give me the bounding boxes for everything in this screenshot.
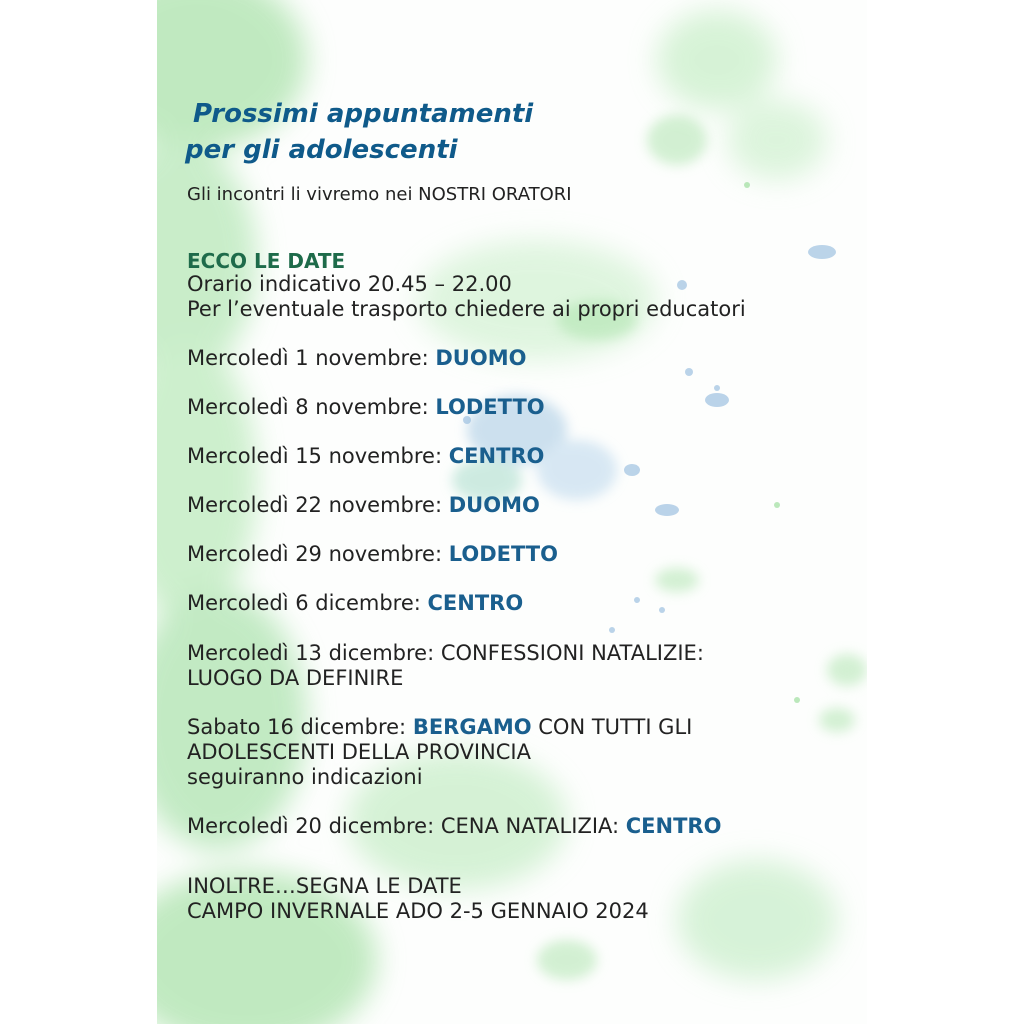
dinner-line xyxy=(187,814,721,839)
dinner-location: CENTRO xyxy=(625,814,722,838)
appointment-date: Mercoledì 8 novembre: xyxy=(187,395,436,419)
appointment-row xyxy=(187,591,523,616)
appointment-location: DUOMO xyxy=(435,346,527,370)
confessions-line-1: Mercoledì 13 dicembre: CONFESSIONI NATALIZIE: xyxy=(187,641,704,665)
bergamo-line-2: ADOLESCENTI DELLA PROVINCIA xyxy=(187,740,531,764)
schedule-text: Orario indicativo 20.45 – 22.00 xyxy=(187,272,512,296)
footer-line-2: CAMPO INVERNALE ADO 2-5 GENNAIO 2024 xyxy=(187,899,649,923)
poster-content xyxy=(157,0,867,1024)
confessions-line-2: LUOGO DA DEFINIRE xyxy=(187,666,404,690)
subtitle: Gli incontri li vivremo nei NOSTRI ORATORI xyxy=(187,184,572,205)
appointment-date: Mercoledì 6 dicembre: xyxy=(187,591,428,615)
appointment-row xyxy=(187,395,545,420)
bergamo-rest: CON TUTTI GLI xyxy=(531,715,693,739)
appointment-location: CENTRO xyxy=(448,444,545,468)
bergamo-line-3: seguiranno indicazioni xyxy=(187,765,423,789)
appointment-date: Mercoledì 1 novembre: xyxy=(187,346,436,370)
bergamo-location: BERGAMO xyxy=(412,715,532,739)
dates-heading: ECCO LE DATE xyxy=(187,249,346,273)
poster xyxy=(157,0,867,1024)
appointment-location: LODETTO xyxy=(435,395,545,419)
appointment-location: DUOMO xyxy=(448,493,540,517)
transport-text: Per l’eventuale trasporto chiedere ai propri educatori xyxy=(187,297,746,321)
appointment-date: Mercoledì 22 novembre: xyxy=(187,493,449,517)
appointment-location: LODETTO xyxy=(448,542,558,566)
footer-line-1: INOLTRE…SEGNA LE DATE xyxy=(187,874,462,898)
bergamo-line-1 xyxy=(187,715,692,740)
dinner-date: Mercoledì 20 dicembre: CENA NATALIZIA: xyxy=(187,814,626,838)
appointment-location: CENTRO xyxy=(427,591,524,615)
title-line-2: per gli adolescenti xyxy=(185,135,458,165)
appointment-date: Mercoledì 15 novembre: xyxy=(187,444,449,468)
appointment-row xyxy=(187,346,526,371)
appointment-row xyxy=(187,493,540,518)
appointment-row xyxy=(187,542,558,567)
appointment-date: Mercoledì 29 novembre: xyxy=(187,542,449,566)
appointment-row xyxy=(187,444,544,469)
title-line-1: Prossimi appuntamenti xyxy=(193,99,534,129)
bergamo-date: Sabato 16 dicembre: xyxy=(187,715,413,739)
